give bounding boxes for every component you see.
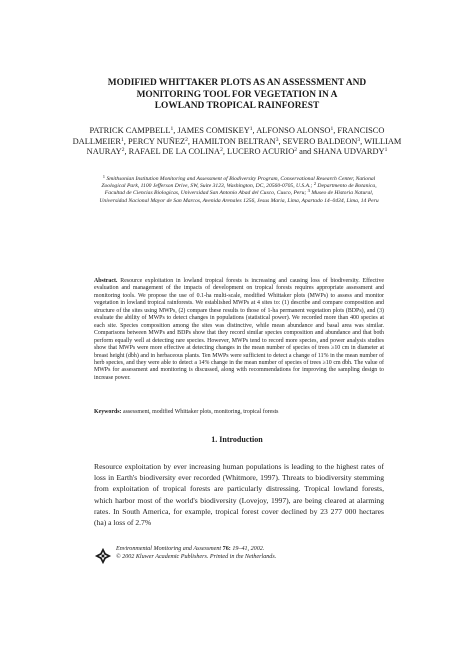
affiliation-marker: 3 (307, 188, 310, 194)
keywords-text: assessment, modified Whittaker plots, monitoring, tropical forests (122, 409, 279, 415)
author-affiliation-marker: 1 (170, 126, 174, 132)
author-name: HAMILTON BELTRAN (192, 136, 276, 146)
journal-volume: 76: (222, 546, 231, 552)
author-affiliation-marker: 1 (384, 147, 388, 154)
author-separator: , (124, 147, 129, 157)
affiliation-text: Smithsonian Institution Monitoring and Assessment of Biodiversity Program, Conservational Research Center, National Zoological Park, 1100 Jefferson Drive, SW, Suite 3123, Washington, DC, 20560-0705, U.S.A.; (101, 176, 376, 190)
author-affiliation-marker: 2 (121, 147, 125, 154)
author-list (70, 126, 404, 158)
author-separator: , (333, 126, 338, 135)
abstract-text: Resource exploitation in lowland tropical forests is increasing and causing loss of biodiversity. Effective evaluation and management of the impacts of development on tropical forests requires appropriate assessment and monitoring tools. We propose the use of 0.1-ha multi-scale, modified Whittaker plots (MWPs) to assess and monitor vegetation in lowland tropical rainforests. We established MWPs at 4 sites to: (1) describe and compare composition and structure of the sites using MWPs, (2) compare these results to those of 1-ha permanent vegetation plots (BDPs), and (3) evaluate the ability of MWPs to detect changes in populations (statistical power). We recorded more than 400 species at each site. Species composition among the sites was distinctive, while mean abundance and basal area was similar. Comparisons between MWPs and BDPs show that they record similar species composition and abundance and that both perform equally well at detecting rare species. However, MWPs tend to record more species, and power analysis studies show that MWPs were more effective at detecting changes in the mean number of species of trees ≥10 cm in diameter at breast height (dbh) and in herbaceous plants. Ten MWPs were sufficient to detect a change of 11% in the mean number of herb species, and they were able to detect a 14% change in the mean number of species of trees ≥10 cm dbh. The value of MWPs for assessment and monitoring is discussed, along with recommendations for improving the sampling design to increase power. (94, 278, 384, 381)
author-name: PERCY NUÑEZ (127, 136, 186, 146)
author-separator: , (173, 126, 178, 135)
copyright-notice: © 2002 Kluwer Academic Publishers. Printed in the Netherlands. (116, 553, 277, 560)
title-line: MODIFIED WHITTAKER PLOTS AS AN ASSESSMENT AND (107, 78, 367, 88)
author-name: PATRICK CAMPBELL (89, 126, 171, 135)
author-affiliation-marker: 1 (330, 126, 334, 132)
title-line: MONITORING TOOL FOR VEGETATION IN A (136, 89, 338, 100)
author-separator: , (252, 126, 257, 135)
author-affiliation-marker: 3 (357, 136, 361, 143)
page-footer (94, 546, 394, 566)
author-separator: and (297, 147, 314, 157)
title-line: LOWLAND TROPICAL RAINFOREST (154, 101, 320, 112)
keywords (94, 409, 384, 416)
author-separator: , (222, 147, 228, 157)
author-separator: , (360, 136, 365, 146)
author-name: SEVERO BALDEON (282, 136, 358, 146)
keywords-label: Keywords: (94, 409, 122, 415)
abstract-label: Abstract. (94, 278, 118, 284)
author-affiliation-marker: 1 (249, 126, 253, 132)
author-name: FRANCISCO DALLMEIER (72, 126, 385, 146)
author-affiliation-marker: 2 (220, 147, 223, 154)
author-name: LUCERO ACURIO (227, 147, 295, 157)
author-affiliation-marker: 2 (294, 147, 298, 154)
section-heading: 1. Introduction (211, 435, 263, 444)
author-name: RAFAEL DE LA COLINA (128, 147, 221, 157)
affiliation-text: Departmento de Botanica, Facultad de Ciencias Biologicas, Universidad San Antonio Abad del Cusco, Cusco, Peru; (104, 183, 377, 197)
journal-pages: 19–41, 2002. (232, 546, 265, 552)
author-affiliation-marker: 1 (121, 136, 124, 143)
author-name: SHANA UDVARDY (313, 147, 385, 157)
author-name: JAMES COMISKEY (177, 126, 250, 135)
affiliation-marker: 2 (313, 181, 317, 187)
kluwer-publisher-logo-icon (94, 547, 112, 565)
author-name: WILLIAM NAURAY (86, 136, 402, 157)
affiliations (96, 176, 382, 205)
paper-title (60, 78, 414, 113)
abstract (94, 278, 384, 382)
introduction-paragraph: Resource exploitation by ever increasing human populations is leading to the highest rates of loss in Earth's biodiversity ever recorded (Whitmore, 1997). Threats to biodiversity stemming from exploitation of tropical forests are particularly distressing. Tropical lowland forests, which harbor most of the world's biodiversity (Lovejoy, 1997), are being cleared at alarming rates. In South America, for example, tropical forest cover declined by 23 277 000 hectares (ha) a loss of 2.7% (94, 462, 384, 528)
author-separator: , (187, 136, 193, 146)
affiliation-text: Museo de Historia Natural, Universidad Nacional Mayor de San Marcos, Avenida Arenales 1256, Jesus Maria, Lima, Apartado 14–0434, Lima, 14 Peru (99, 190, 379, 204)
journal-citation (116, 546, 276, 554)
journal-name: Environmental Monitoring and Assessment (116, 546, 222, 552)
author-name: ALFONSO ALONSO (256, 126, 331, 135)
footer-text (116, 546, 276, 561)
affiliation-marker: 1 (102, 174, 106, 179)
author-affiliation-marker: 2 (185, 136, 188, 143)
author-separator: , (123, 136, 128, 146)
author-separator: , (278, 136, 283, 146)
author-affiliation-marker: 3 (275, 136, 279, 143)
